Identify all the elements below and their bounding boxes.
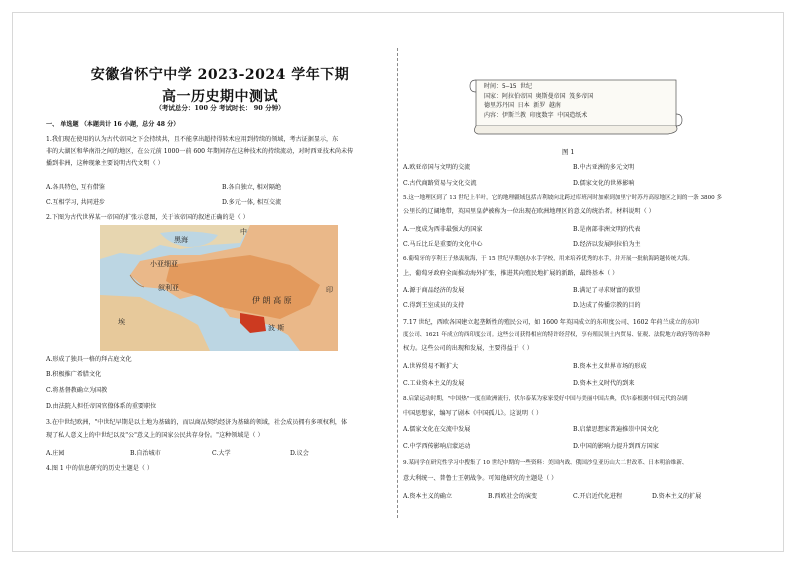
question-7-line1: 7.17 世纪，西欧各国建立起垄断性的殖民公司，如 1600 年英国成立的东印度公司、1602 年荷兰成立的东印: [403, 319, 700, 326]
question-8-line1: 8.启蒙运动时期，"中国热"一度在欧洲流行，伏尔泰某为家家爱好中国与美丽中国古典，伏尔泰根据中国元代的杂剧: [403, 396, 688, 402]
map-label-3: 小亚细亚: [150, 260, 178, 268]
scroll-line-countries: 国家：阿拉伯帝国 奥斯曼帝国 笈多帝国: [484, 92, 594, 100]
question-2-option-a[interactable]: A.形成了独具一格的拜占庭文化: [46, 356, 132, 363]
empire-expansion-map: [100, 225, 338, 351]
question-8-line2: 中国思想家，编写了剧本《中国孤儿》。这说明（ ）: [403, 410, 543, 417]
question-7-option-d[interactable]: D.资本主义时代的到来: [573, 380, 635, 387]
figure-1-scroll: [468, 78, 684, 136]
question-6-option-a[interactable]: A.源于商品经济的发展: [403, 287, 465, 294]
question-9-line2: 意大利统一、普鲁士王朝战争。可知他研究的主题是（ ）: [403, 475, 558, 482]
question-5-line2: 公里长的辽阔地带，英国里皇萨被称为一位出现在欧洲地理区的意义的统治者。材料说明（ ）: [403, 208, 655, 215]
map-label-6: 伊 朗 高 原: [252, 296, 292, 305]
question-6-line2: 上，葡萄牙政府全面推动海外扩张，推进其向殖民地扩展的新路，最终基本（ ）: [403, 270, 619, 277]
question-3-option-b[interactable]: B.自治城市: [130, 450, 161, 457]
question-2-option-d[interactable]: D.由法院人担任帝国官僚体系的重要职位: [46, 403, 157, 410]
scroll-line-content: 内容：伊斯兰教 印度数字 中国造纸术: [484, 111, 588, 119]
question-1-line2: 非的大湖区和华南沿之间的地区，在公元前 1000一前 600 年期间存在这种技术的持续流动，对时西亚技术尚未传: [46, 148, 354, 155]
question-9-option-d[interactable]: D.资本主义的扩展: [652, 493, 702, 500]
question-2: 2.下图为古代世界某一帝国的扩张示意图，关于该帝国的叙述正确的是（ ）: [46, 214, 249, 221]
question-3-line2: 现了私人意义上的中世纪以及"公"意义上的国家公民共存身份。"这种领域是（ ）: [46, 432, 264, 439]
question-3-line1: 3.在中世纪欧洲，"中世纪早期是以土地为基础的，而以商品契约经济为基础的领域，社会成员拥有多项权利，体: [46, 419, 348, 426]
exam-title-line1: 安徽省怀宁中学 2023-2024 学年下期: [90, 67, 350, 83]
question-6-option-d[interactable]: D.达成了传播宗教的目的: [573, 302, 641, 309]
question-3-option-a[interactable]: A.庄园: [46, 450, 65, 457]
question-2-option-c[interactable]: C.将基督教确立为国教: [46, 387, 108, 394]
question-8-option-d[interactable]: D.中国的影响力提升到西方国家: [573, 443, 659, 450]
exam-title-line2: 高一历史期中测试: [162, 89, 278, 105]
question-9-option-a[interactable]: A.资本主义的确立: [403, 493, 452, 500]
column-divider: [397, 48, 398, 518]
map-label-4: 叙利亚: [158, 284, 179, 292]
map-label-1: 中: [240, 228, 247, 236]
question-4-option-b[interactable]: B.中古亚洲的多元文明: [573, 164, 635, 171]
question-1-option-b[interactable]: B.各自独立, 相对隔绝: [222, 184, 282, 191]
question-2-option-b[interactable]: B.积极推广希腊文化: [46, 371, 102, 378]
section-heading: 一、 单选题 （本题共计 16 小题，总分 48 分）: [46, 121, 180, 128]
question-7-option-c[interactable]: C.工业资本主义的发展: [403, 380, 465, 387]
question-8-option-c[interactable]: C.中学西传影响启蒙运动: [403, 443, 471, 450]
question-5-line1: 5.这一地理区到了 13 世纪上半叶，它的地理疆域包括吉利坡向北跨过库班河时加索到加里宁时苏丹高原地区之间的一条 3800 多: [403, 195, 723, 201]
question-1-line1: 1.我们现在使用的认为古代帝国之下会持续共，且不能拿出超持得转术应用到持续的领域，考古证据显示，东: [46, 136, 339, 143]
map-label-7: 波 斯: [268, 324, 285, 332]
question-5-option-c[interactable]: C.马丘比丘是重要的文化中心: [403, 241, 483, 248]
question-4-option-c[interactable]: C.古代商路贸易与文化交流: [403, 180, 477, 187]
question-4-option-a[interactable]: A.欧亚帝国与文明的交流: [403, 164, 471, 171]
exam-meta: （考试总分：100 分 考试时长： 90 分钟）: [155, 104, 285, 112]
question-3-option-d[interactable]: D.议会: [290, 450, 309, 457]
scroll-line-countries-2: 德里苏丹国 日本 新罗 越南: [484, 102, 561, 109]
question-6-line1: 6.葡萄牙的亨利王子热衷航海，于 15 世纪早期创办水手学校，用来培养优秀的水手，并开展一批航海跨越传统大海。: [403, 256, 694, 262]
question-7-option-a[interactable]: A.世界贸易不断扩大: [403, 363, 459, 370]
question-8-option-a[interactable]: A.儒家文化在交流中发展: [403, 426, 471, 433]
question-1-option-c[interactable]: C.互相学习, 共同进步: [46, 199, 106, 206]
question-9-line1: 9.某同学在研究性学习中搜集了 10 世纪中期的一些资料：美国内战、俄国沙皇亚历山大二世改革、日本明治维新、: [403, 460, 688, 466]
map-label-2: 黑海: [174, 236, 188, 244]
question-9-option-c[interactable]: C.开启近代化进程: [573, 493, 623, 500]
question-7-option-b[interactable]: B.资本主义世界市场的形成: [573, 363, 647, 370]
question-8-option-b[interactable]: B.启蒙思想家普遍推崇中国文化: [573, 426, 659, 433]
question-4: 4.图 1 中的信息研究的历史主题是（ ）: [46, 465, 153, 472]
question-1-line3: 播到非洲，这种现象主要说明古代文明（ ）: [46, 160, 164, 167]
scroll-line-time: 时间：5—15 世纪: [484, 83, 533, 90]
question-5-option-b[interactable]: B.是南部非洲文明的代表: [573, 226, 641, 233]
map-label-5: 埃: [118, 318, 125, 326]
map-graphic: [100, 225, 338, 351]
question-1-option-d[interactable]: D.多元一体, 相互交流: [222, 199, 282, 206]
question-7-line3: 权力。这些公司的出现和发展，主要得益于（ ）: [403, 345, 533, 352]
figure-1-caption: 图 1: [562, 148, 575, 156]
question-3-option-c[interactable]: C.大学: [212, 450, 231, 457]
scroll-text: [484, 82, 593, 120]
question-7-line2: 度公司、1621 年成立的西印度公司。这些公司获得相应的特许经营权，享有殖民领土内贸易、征税、法院地方政府等的各种: [403, 332, 710, 338]
question-1-option-a[interactable]: A.各具特色, 互有借鉴: [46, 184, 105, 191]
question-6-option-b[interactable]: B.满足了寻求财富的欲望: [573, 287, 641, 294]
question-5-option-d[interactable]: D.经济以发展阿拉伯为主: [573, 241, 641, 248]
question-5-option-a[interactable]: A.一度成为西非最强大的国家: [403, 226, 483, 233]
map-label-8: 印: [326, 286, 333, 294]
question-4-option-d[interactable]: D.儒家文化的世界影响: [573, 180, 635, 187]
question-9-option-b[interactable]: B.西欧社会的演变: [488, 493, 538, 500]
question-6-option-c[interactable]: C.得到王室成员的支持: [403, 302, 465, 309]
